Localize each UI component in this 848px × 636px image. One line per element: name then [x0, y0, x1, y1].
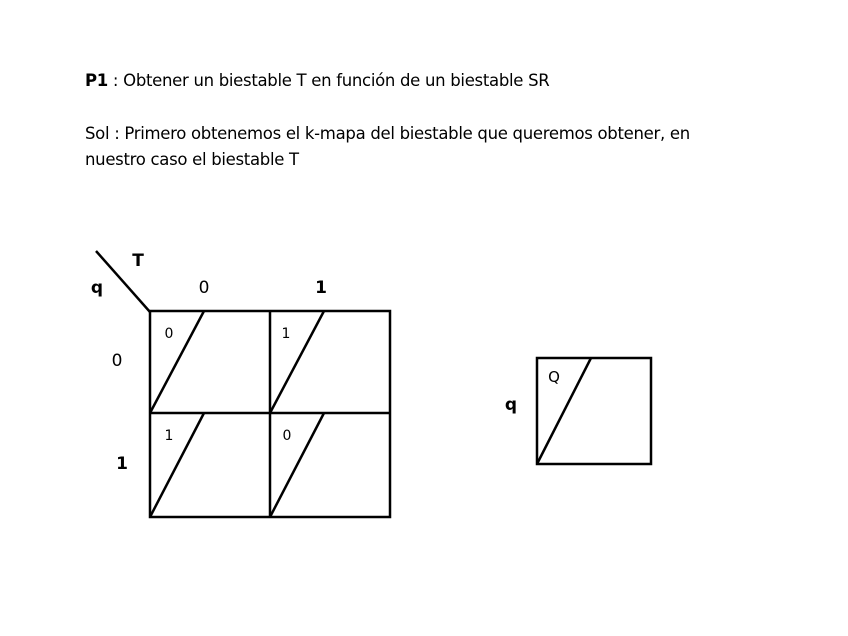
kmap-cell-diagonal	[150, 413, 204, 517]
output-box-row-variable: q	[504, 395, 518, 415]
kmap-row-header-1: 1	[116, 454, 128, 474]
kmap-cell-q0-t1: 1	[281, 326, 291, 342]
kmap-cell-q0-t0: 0	[164, 326, 174, 342]
problem-text: : Obtener un biestable T en función de un biestable SR	[107, 71, 550, 90]
kmap-row-variable: q	[90, 278, 104, 298]
kmap-row-header-0: 0	[111, 351, 123, 371]
kmap-cell-q1-t1: 0	[282, 428, 292, 444]
kmap-cell-diagonal	[150, 311, 204, 413]
kmap-column-header-1: 1	[315, 278, 327, 298]
output-box-value: Q	[548, 368, 560, 386]
kmap-column-header-0: 0	[198, 278, 210, 298]
kmap-cell-diagonal	[270, 413, 324, 517]
solution-line-1: Sol : Primero obtenemos el k-mapa del biestable que queremos obtener, en	[85, 124, 690, 143]
output-box-diagonal	[537, 358, 591, 464]
solution-line-2: nuestro caso el biestable T	[85, 150, 299, 169]
kmap-column-variable: T	[132, 251, 144, 271]
kmap-cell-diagonal	[270, 311, 324, 413]
problem-label: P1	[85, 71, 108, 90]
kmap-cell-q1-t0: 1	[164, 428, 174, 444]
